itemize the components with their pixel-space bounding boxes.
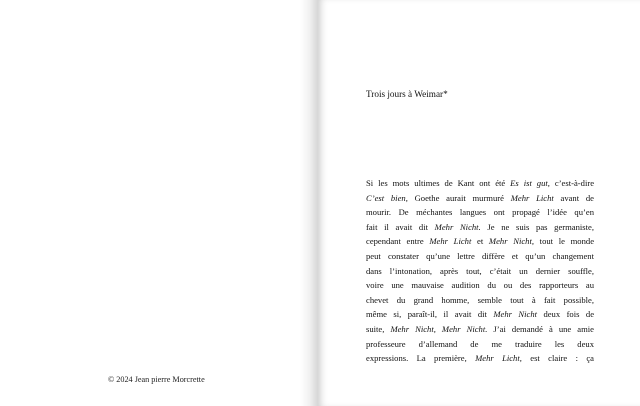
text-line [366, 337, 594, 352]
italic-phrase: Mehr Licht [429, 236, 472, 247]
text-run: Je ne suis pas germaniste, [480, 221, 594, 232]
text-run: , c’est-à-dire [547, 178, 595, 188]
italic-phrase: Mehr Nicht, [488, 236, 534, 247]
italic-phrase: Mehr Nicht [493, 309, 538, 320]
text-run: tout le monde [534, 236, 595, 247]
italic-phrase: Es ist gut [510, 178, 548, 188]
italic-phrase: Mehr Licht [475, 353, 520, 364]
text-run: et [471, 236, 489, 247]
text-line [366, 264, 594, 279]
chapter-title: Trois jours à Weimar* [366, 89, 448, 99]
copyright-notice: © 2024 Jean pierre Morcrette [108, 375, 205, 384]
text-run: deux fois de [537, 309, 595, 320]
text-run: expressions. La première, [366, 353, 476, 364]
text-run: voire une mauvaise audition du ou des rapporteurs au [366, 280, 594, 291]
text-line [366, 234, 594, 249]
text-run: chevet du grand homme, semble tout à fait possible, [366, 294, 594, 305]
text-line [366, 307, 594, 322]
italic-phrase: C’est bien [366, 192, 406, 203]
text-line [366, 322, 594, 337]
text-run: , est claire : ça [519, 353, 594, 364]
text-line [366, 351, 594, 366]
text-line [366, 249, 594, 264]
text-run: mourir. De méchantes langues ont propagé l’idée qu’en [366, 207, 594, 218]
text-line [366, 191, 594, 206]
page-gutter [300, 0, 318, 406]
left-page[interactable] [0, 0, 318, 406]
italic-phrase: Mehr Nicht. [434, 221, 481, 232]
body-text [366, 176, 594, 366]
text-line [366, 293, 594, 308]
text-run: professeure d’allemand de me traduire les deux [366, 338, 594, 349]
text-run: suite, [366, 323, 391, 334]
italic-phrase: Mehr Nicht, Mehr Nicht. [390, 323, 488, 334]
italic-phrase: Mehr Licht [510, 192, 554, 203]
text-line [366, 278, 594, 293]
text-run: peut constater qu’une lettre diffère et qu’un changement [366, 250, 594, 261]
text-run: Si les mots ultimes de Kant ont été [366, 178, 511, 188]
text-run: , Goethe aurait murmuré [405, 192, 511, 203]
text-line [366, 205, 594, 220]
text-line [366, 176, 594, 191]
text-run: avant de [553, 192, 594, 203]
text-run: fait il avait dit [366, 221, 435, 232]
text-line [366, 220, 594, 235]
text-run: J’ai demandé à une amie [487, 323, 594, 334]
text-run: dans l’intonation, après tout, c’était un dernier souffle, [366, 265, 594, 276]
text-run: même si, paraît-il, il avait dit [366, 309, 494, 320]
text-run: cependant entre [366, 236, 430, 247]
